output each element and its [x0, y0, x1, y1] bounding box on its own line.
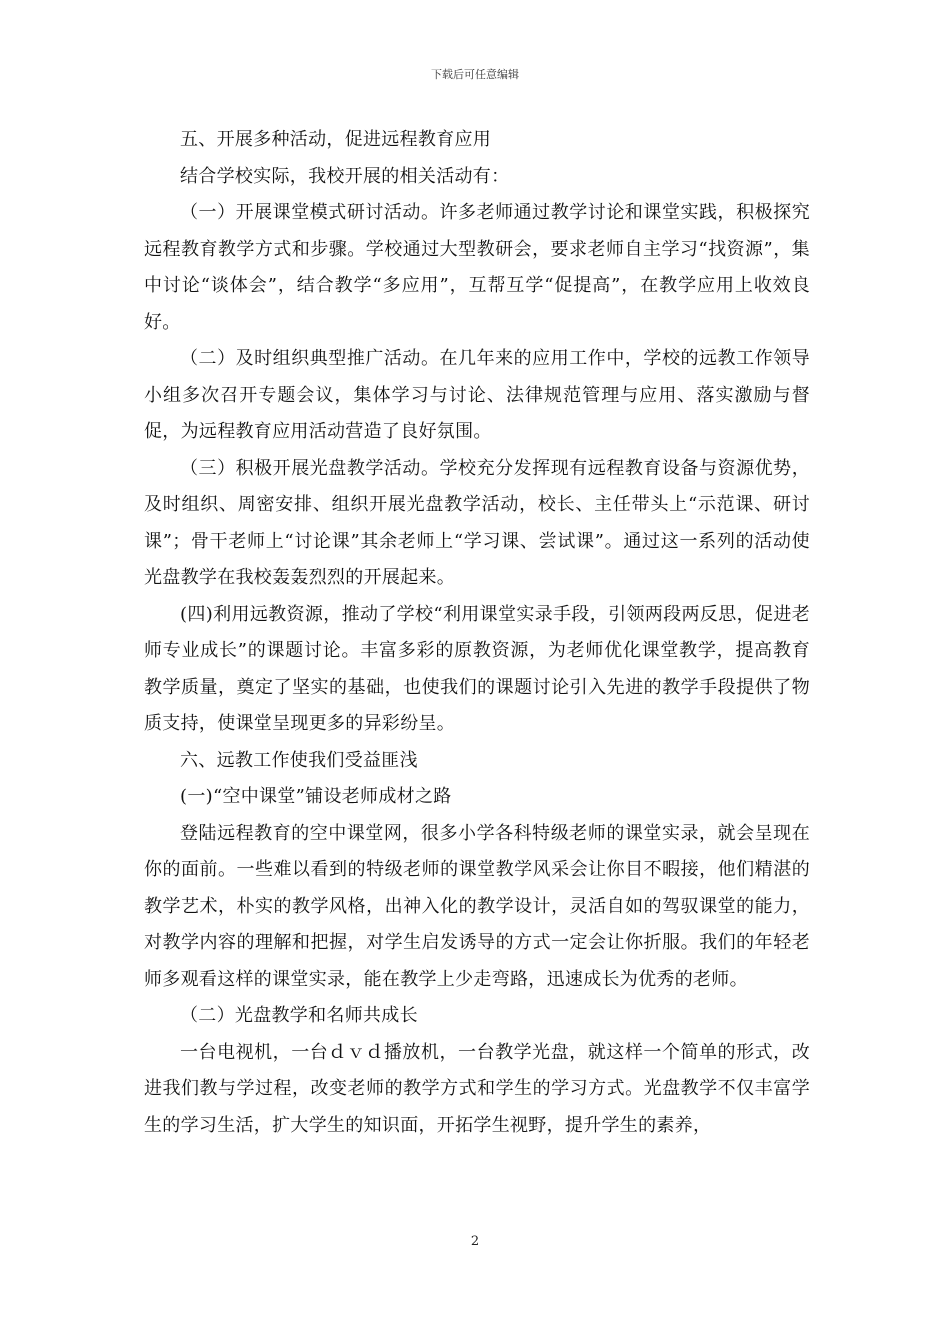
paragraph-activity-2: （二）及时组织典型推广活动。在几年来的应用工作中，学校的远教工作领导小组多次召开专题会议，集体学习与讨论、法律规范管理与应用、落实激励与督促，为远程教育应用活动营造了良好氛围。: [144, 348, 810, 442]
paragraph-disc-teaching: 一台电视机，一台ｄｖｄ播放机，一台教学光盘，就这样一个简单的形式，改进我们教与学过程，改变老师的教学方式和学生的学习方式。光盘教学不仅丰富学生的学习生活，扩大学生的知识面，开拓学生视野，提升学生的素养，: [144, 1041, 810, 1136]
subheading-air-classroom: (一)“空中课堂”铺设老师成材之路: [180, 786, 452, 807]
section-heading-6: 六、远教工作使我们受益匪浅: [180, 749, 418, 771]
section-heading-5: 五、开展多种活动，促进远程教育应用: [180, 129, 492, 150]
page-header-note: 下载后可任意编辑: [431, 68, 519, 81]
paragraph-intro: 结合学校实际，我校开展的相关活动有：: [180, 165, 510, 187]
paragraph-activity-4: (四)利用远教资源，推动了学校“利用课堂实录手段，引领两段两反思，促进老师专业成长”的课题讨论。丰富多彩的原教资源，为老师优化课堂教学，提高教育教学质量，奠定了坚实的基础，也使我们的课题讨论引入先进的教学手段提供了物质支持，使课堂呈现更多的异彩纷呈。: [144, 603, 810, 734]
paragraph-activity-1: （一）开展课堂模式研讨活动。许多老师通过教学讨论和课堂实践，积极探究远程教育教学方式和步骤。学校通过大型教研会，要求老师自主学习“找资源”，集中讨论“谈体会”，结合教学“多应用”，互帮互学“促提高”，在教学应用上收效良好。: [144, 202, 810, 333]
document-body: [144, 122, 810, 1144]
page-number: 2: [470, 1234, 480, 1249]
paragraph-air-classroom: 登陆远程教育的空中课堂网，很多小学各科特级老师的课堂实录，就会呈现在你的面前。一些难以看到的特级老师的课堂教学风采会让你目不暇接，他们精湛的教学艺术，朴实的教学风格，出神入化的教学设计，灵活自如的驾驭课堂的能力，对教学内容的理解和把握，对学生启发诱导的方式一定会让你折服。我们的年轻老师多观看这样的课堂实录，能在教学上少走弯路，迅速成长为优秀的老师。: [144, 822, 810, 990]
paragraph-activity-3: （三）积极开展光盘教学活动。学校充分发挥现有远程教育设备与资源优势，及时组织、周密安排、组织开展光盘教学活动，校长、主任带头上“示范课、研讨课”；骨干老师上“讨论课”其余老师上“学习课、尝试课”。通过这一系列的活动使光盘教学在我校轰轰烈烈的开展起来。: [144, 457, 810, 588]
subheading-disc-teaching: （二）光盘教学和名师共成长: [180, 1005, 418, 1026]
